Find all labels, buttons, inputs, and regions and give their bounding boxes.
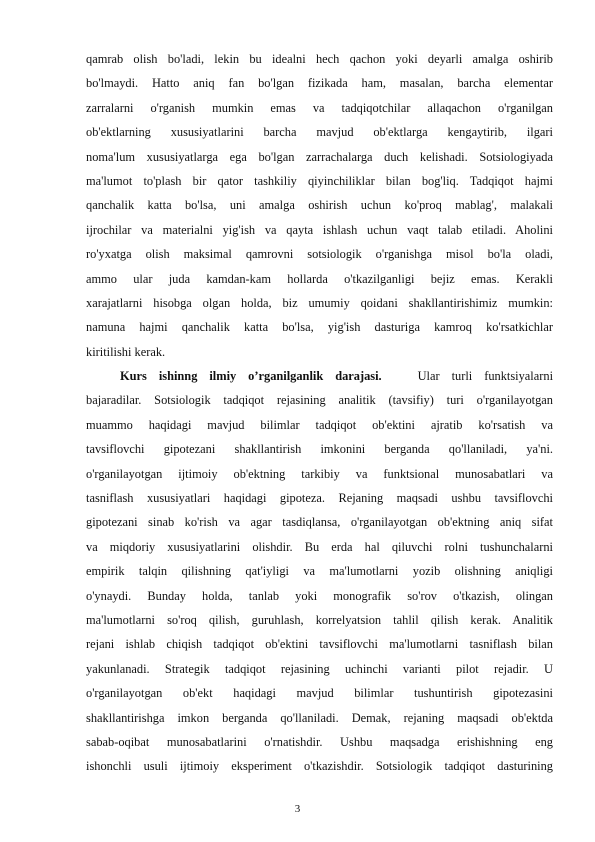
- text-line: qamrab olish bo'ladi, lekin bu idealni hech qachon yoki deyarli amalga oshirib: [86, 52, 553, 66]
- text-line: muammo haqidagi mavjud bilimlar tadqiqot ob'ektini ajratib ko'rsatish va: [86, 417, 553, 432]
- text-line: kiritilishi kerak.: [86, 344, 166, 359]
- text-line: ijrochilar va materialni yig'ish va qayta ishlash uchun vaqt talab etiladi. Aholini: [86, 222, 553, 237]
- text-line: rejani ishlab chiqish tadqiqot ob'ektini tavsiflovchi ma'lumotlarni tasniflash bilan: [86, 637, 553, 652]
- text-line: o'rganilayotgan ob'ekt haqidagi mavjud bilimlar tushuntirish gipotezasini: [86, 686, 553, 701]
- text-line: o'rganilayotgan ijtimoiy ob'ektning tarkibiy va funktsional munosabatlari va: [86, 466, 553, 481]
- paragraph-2: [86, 364, 553, 779]
- text-line: zarralarni o'rganish mumkin emas va tadqiqotchilar allaqachon o'rganilgan: [86, 100, 553, 115]
- text-line: va miqdoriy xususiyatlarini olishdir. Bu erda hal qiluvchi rolni tushunchalarni: [86, 539, 553, 554]
- text-line: ammo ular juda kamdan-kam hollarda o'tkazilganligi bejiz emas. Kerakli: [86, 271, 553, 286]
- text-line: namuna hajmi qanchalik katta bo'lsa, yig'ish dasturiga kamroq ko'rsatkichlar: [86, 320, 553, 335]
- text-line: ro'yxatga olish maksimal qamrovni sotsiologik o'rganishga misol bo'la oladi,: [86, 247, 553, 262]
- text-line: xarajatlarni hisobga olgan holda, biz umumiy qoidani shakllantirishimiz mumkin:: [86, 295, 553, 310]
- text-line: tavsiflovchi gipotezani shakllantirish imkonini berganda qo'llaniladi, ya'ni.: [86, 442, 553, 457]
- text-line: ob'ektlarning xususiyatlarini barcha mavjud ob'ektlarga kengaytirib, ilgari: [86, 125, 553, 140]
- text-line: shakllantirishga imkon berganda qo'llaniladi. Demak, rejaning maqsadi ob'ektda: [86, 710, 553, 725]
- text-line: sabab-oqibat munosabatlarini o'rnatishdir. Ushbu maqsadga erishishning eng: [86, 734, 553, 749]
- section-heading: Kurs ishinng ilmiy o’rganilganlik darajasi.: [120, 369, 382, 384]
- text-line: yakunlanadi. Strategik tadqiqot rejasining uchinchi varianti pilot rejadir. U: [86, 661, 553, 676]
- text-line: empirik talqin qilishning qat'iyligi va ma'lumotlarni yozib olishning aniqligi: [86, 564, 553, 579]
- document-body: [86, 47, 553, 779]
- text-line: qanchalik katta bo'lsa, uni amalga oshirish uchun ko'proq mablag', malakali: [86, 198, 553, 213]
- text-line: bajaradilar. Sotsiologik tadqiqot rejasining analitik (tavsifiy) turi o'rganilayotgan: [86, 393, 553, 408]
- text-line: ishonchli usuli ijtimoiy eksperiment o'tkazishdir. Sotsiologik tadqiqot dasturining: [86, 759, 553, 774]
- text-line: bo'lmaydi. Hatto aniq fan bo'lgan fizikada ham, masalan, barcha elementar: [86, 76, 553, 91]
- paragraph-1: [86, 47, 553, 364]
- paragraph-first-line: [86, 364, 553, 388]
- text-line: ma'lumotlarni so'roq qilish, guruhlash, korrelyatsion tahlil qilish kerak. Analitik: [86, 612, 553, 627]
- text-line: ma'lumot to'plash bir qator tashkiliy qiyinchiliklar bilan bog'liq. Tadqiqot hajmi: [86, 173, 553, 188]
- text-line: noma'lum xususiyatlarga ega bo'lgan zarrachalarga duch kelishadi. Sotsiologiyada: [86, 149, 553, 164]
- text-line: o'ynaydi. Bunday holda, tanlab yoki monografik so'rov o'tkazish, olingan: [86, 588, 553, 603]
- text-line: gipotezani sinab ko'rish va agar tasdiqlansa, o'rganilayotgan ob'ektning aniq sifat: [86, 515, 553, 530]
- heading-line-text: Ular turli funktsiyalarni: [417, 369, 554, 384]
- text-line: tasniflash xususiyatlari haqidagi gipoteza. Rejaning maqsadi ushbu tavsiflovchi: [86, 491, 553, 506]
- page-number: 3: [294, 803, 301, 815]
